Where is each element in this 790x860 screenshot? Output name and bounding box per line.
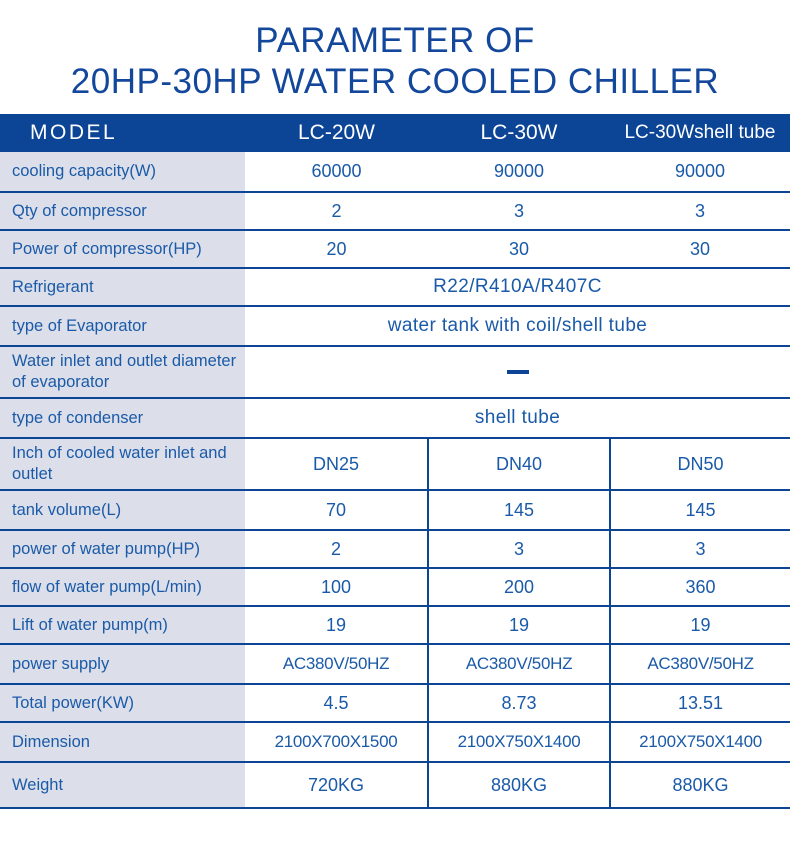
row-value-2: 2100X750X1400 bbox=[428, 722, 610, 762]
row-value-span-dash bbox=[245, 346, 790, 398]
row-value-3: 90000 bbox=[610, 152, 790, 192]
row-value-3: DN50 bbox=[610, 438, 790, 490]
row-label: power of water pump(HP) bbox=[0, 530, 245, 568]
row-value-3: 145 bbox=[610, 490, 790, 530]
row-label: Inch of cooled water inlet and outlet bbox=[0, 438, 245, 490]
row-value-3: AC380V/50HZ bbox=[610, 644, 790, 684]
row-label: power supply bbox=[0, 644, 245, 684]
row-value-2: 30 bbox=[428, 230, 610, 268]
table-row bbox=[0, 230, 790, 268]
row-value-3: 3 bbox=[610, 530, 790, 568]
table-body bbox=[0, 152, 790, 808]
row-value-3: 30 bbox=[610, 230, 790, 268]
header-model-2: LC-30W bbox=[428, 114, 610, 152]
table-row bbox=[0, 192, 790, 230]
row-label: Refrigerant bbox=[0, 268, 245, 306]
row-value-2: AC380V/50HZ bbox=[428, 644, 610, 684]
row-value-2: 3 bbox=[428, 530, 610, 568]
header-row bbox=[0, 114, 790, 152]
row-value-1: 70 bbox=[245, 490, 428, 530]
row-label: Total power(KW) bbox=[0, 684, 245, 722]
table-row bbox=[0, 530, 790, 568]
em-dash-icon bbox=[507, 370, 529, 374]
row-value-1: 19 bbox=[245, 606, 428, 644]
table-row bbox=[0, 306, 790, 346]
row-value-3: 360 bbox=[610, 568, 790, 606]
row-value-span: R22/R410A/R407C bbox=[245, 268, 790, 306]
row-value-2: DN40 bbox=[428, 438, 610, 490]
row-value-2: 145 bbox=[428, 490, 610, 530]
row-value-2: 19 bbox=[428, 606, 610, 644]
row-value-2: 3 bbox=[428, 192, 610, 230]
row-label: type of condenser bbox=[0, 398, 245, 438]
header-model-1: LC-20W bbox=[245, 114, 428, 152]
row-value-1: 4.5 bbox=[245, 684, 428, 722]
row-value-span: water tank with coil/shell tube bbox=[245, 306, 790, 346]
header-model: MODEL bbox=[0, 114, 245, 152]
row-value-3: 3 bbox=[610, 192, 790, 230]
row-value-span: shell tube bbox=[245, 398, 790, 438]
row-value-2: 90000 bbox=[428, 152, 610, 192]
title-line-2: 20HP-30HP WATER COOLED CHILLER bbox=[70, 61, 720, 101]
row-value-3: 880KG bbox=[610, 762, 790, 808]
row-label: cooling capacity(W) bbox=[0, 152, 245, 192]
table-row bbox=[0, 762, 790, 808]
row-value-1: 720KG bbox=[245, 762, 428, 808]
title-line-1: PARAMETER OF bbox=[255, 21, 535, 60]
row-value-2: 8.73 bbox=[428, 684, 610, 722]
table-row bbox=[0, 722, 790, 762]
row-label: Qty of compressor bbox=[0, 192, 245, 230]
row-value-3: 13.51 bbox=[610, 684, 790, 722]
table-header bbox=[0, 114, 790, 152]
table-row bbox=[0, 606, 790, 644]
row-value-2: 880KG bbox=[428, 762, 610, 808]
table-row bbox=[0, 644, 790, 684]
row-value-1: 2 bbox=[245, 530, 428, 568]
table-row bbox=[0, 490, 790, 530]
row-label: Weight bbox=[0, 762, 245, 808]
table-row bbox=[0, 568, 790, 606]
row-label: Dimension bbox=[0, 722, 245, 762]
row-label: tank volume(L) bbox=[0, 490, 245, 530]
row-value-1: 20 bbox=[245, 230, 428, 268]
row-value-2: 200 bbox=[428, 568, 610, 606]
row-value-1: AC380V/50HZ bbox=[245, 644, 428, 684]
table-row bbox=[0, 152, 790, 192]
table-row bbox=[0, 268, 790, 306]
row-value-1: 2100X700X1500 bbox=[245, 722, 428, 762]
table-row bbox=[0, 684, 790, 722]
table-row bbox=[0, 346, 790, 398]
row-label: type of Evaporator bbox=[0, 306, 245, 346]
row-value-3: 2100X750X1400 bbox=[610, 722, 790, 762]
row-value-1: 2 bbox=[245, 192, 428, 230]
row-value-1: 100 bbox=[245, 568, 428, 606]
row-label: Power of compressor(HP) bbox=[0, 230, 245, 268]
row-value-1: 60000 bbox=[245, 152, 428, 192]
table-row bbox=[0, 398, 790, 438]
row-value-1: DN25 bbox=[245, 438, 428, 490]
row-label: Water inlet and outlet diameter of evaporator bbox=[0, 346, 245, 398]
row-label: Lift of water pump(m) bbox=[0, 606, 245, 644]
row-value-3: 19 bbox=[610, 606, 790, 644]
row-label: flow of water pump(L/min) bbox=[0, 568, 245, 606]
table-row bbox=[0, 438, 790, 490]
header-model-3: LC-30Wshell tube bbox=[610, 114, 790, 152]
page-title bbox=[0, 0, 790, 102]
specification-table bbox=[0, 114, 790, 809]
